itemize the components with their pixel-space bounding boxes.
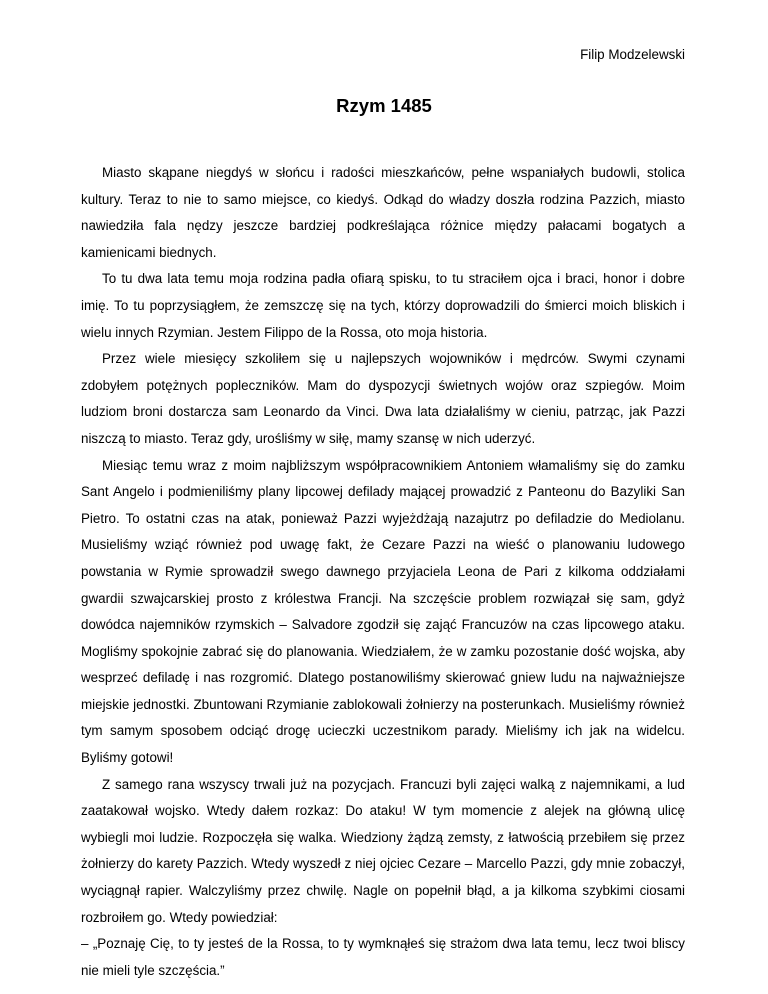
paragraph-3: Przez wiele miesięcy szkoliłem się u najlepszych wojowników i mędrców. Swymi czynami zdobyłem potężnych popleczników. Mam do dyspozycji świetnych wojów oraz szpiegów. Moim ludziom broni dostarcza sam Leonardo da Vinci. Dwa lata działaliśmy w cieniu, patrząc, jak Pazzi niszczą to miasto. Teraz gdy, urośliśmy w siłę, mamy szansę w nich uderzyć. <box>81 351 685 446</box>
document-body <box>81 160 685 984</box>
paragraph-4: Miesiąc temu wraz z moim najbliższym współpracownikiem Antoniem włamaliśmy się do zamku Sant Angelo i podmieniliśmy plany lipcowej defilady mającej prowadzić z Panteonu do Bazyliki San Pietro. To ostatni czas na atak, ponieważ Pazzi wyjeżdżają nazajutrz po defiladzie do Mediolanu. Musieliśmy wziąć również pod uwagę fakt, że Cezare Pazzi na wieść o planowaniu ludowego powstania w Rymie sprowadził swego dawnego przyjaciela Leona de Pari z kilkoma oddziałami gwardii szwajcarskiej prosto z królestwa Francji. Na szczęście problem rozwiązał się sam, gdyż dowódca najemników rzymskich – Salvadore zgodził się zająć Francuzów na czas lipcowego ataku. Mogliśmy spokojnie zabrać się do planowania. Wiedziałem, że w zamku pozostanie dość wojska, aby wesprzeć defiladę i nas rozgromić. Dlatego postanowiliśmy skierować gniew ludu na najważniejsze miejskie jednostki. Zbuntowani Rzymianie zablokowali żołnierzy na posterunkach. Musieliśmy również tym samym sposobem odciąć drogę ucieczki uczestnikom parady. Mieliśmy ich jak na widelcu. Byliśmy gotowi! <box>81 457 685 766</box>
document-title: Rzym 1485 <box>336 95 432 116</box>
paragraph-6: – „Poznaję Cię, to ty jesteś de la Rossa, to ty wymknąłeś się strażom dwa lata temu, lecz twoi bliscy nie mieli tyle szczęścia.” <box>81 936 685 978</box>
paragraph-2: To tu dwa lata temu moja rodzina padła ofiarą spisku, to tu straciłem ojca i braci, honor i dobre imię. To tu poprzysiągłem, że zemszczę się na tych, którzy doprowadzili do śmierci moich bliskich i wielu innych Rzymian. Jestem Filippo de la Rossa, oto moja historia. <box>81 271 685 340</box>
paragraph-5: Z samego rana wszyscy trwali już na pozycjach. Francuzi byli zajęci walką z najemnikami, a lud zaatakował wojsko. Wtedy dałem rozkaz: Do ataku! W tym momencie z alejek na główną ulicę wybiegli moi ludzie. Rozpoczęła się walka. Wiedziony żądzą zemsty, z łatwością przebiłem się przez żołnierzy do karety Pazzich. Wtedy wyszedł z niej ojciec Cezare – Marcello Pazzi, gdy mnie zobaczył, wyciągnął rapier. Walczyliśmy przez chwilę. Nagle on popełnił błąd, a ja kilkoma szybkimi ciosami rozbroiłem go. Wtedy powiedział: <box>81 776 685 925</box>
author-name: Filip Modzelewski <box>580 47 685 62</box>
paragraph-1: Miasto skąpane niegdyś w słońcu i radości mieszkańców, pełne wspaniałych budowli, stolica kultury. Teraz to nie to samo miejsce, co kiedyś. Odkąd do władzy doszła rodzina Pazzich, miasto nawiedziła fala nędzy jeszcze bardziej podkreślająca różnice między pałacami bogatych a kamienicami biednych. <box>81 165 685 260</box>
